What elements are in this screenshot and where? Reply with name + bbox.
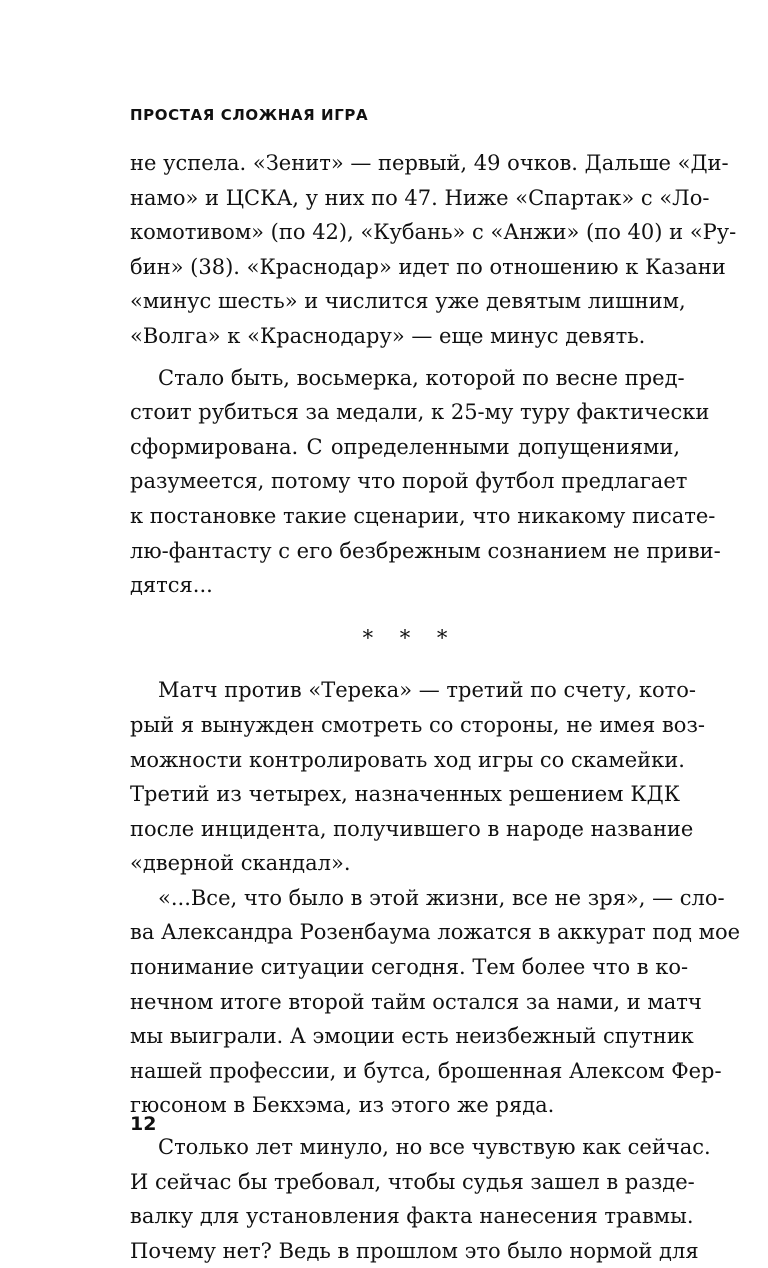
text-line: Стало быть, восьмерка, которой по весне пред- [158,365,685,390]
text-line: И сейчас бы требовал, чтобы судья зашел в разде- [130,1169,695,1194]
running-head: ПРОСТАЯ СЛОЖНАЯ ИГРА [130,106,369,124]
text-line: стоит рубиться за медали, к 25-му туру фактически [130,400,710,425]
paragraph [130,146,737,354]
text-line: намо» и ЦСКА, у них по 47. Ниже «Спартак» с «Ло- [130,185,710,210]
paragraph [130,673,705,881]
text-line: понимание ситуации сегодня. Тем более что в ко- [130,955,689,980]
body-text [130,146,741,1268]
text-line: дятся... [130,573,213,598]
text-line: к постановке такие сценарии, что никакому писате- [130,503,716,528]
text-line: валку для установления факта нанесения травмы. [130,1204,694,1229]
text-line: рый я вынужден смотреть со стороны, не имея воз- [130,712,705,737]
text-line: «минус шесть» и числится уже девятым лишним, [130,289,686,314]
text-line: гюсоном в Бекхэма, из этого же ряда. [130,1093,555,1118]
text-line: лю-фантасту с его безбрежным сознанием не приви- [130,538,721,563]
text-line: разумеется, потому что порой футбол предлагает [130,469,688,494]
text-line: сформирована. С определенными допущениями, [130,434,680,459]
text-line: «дверной скандал». [130,851,351,876]
text-line: нашей профессии, и бутса, брошенная Алексом Фер- [130,1058,722,1083]
text-line: Третий из четырех, назначенных решением КДК [130,782,680,807]
text-line: комотивом» (по 42), «Кубань» с «Анжи» (по 40) и «Ру- [130,220,737,245]
page-number: 12 [130,1113,157,1135]
text-line: после инцидента, получившего в народе название [130,816,694,841]
paragraph [130,1130,711,1268]
text-line: «Волга» к «Краснодару» — еще минус девять. [130,323,646,348]
text-line: нечном итоге второй тайм остался за нами, и матч [130,989,702,1014]
text-line: бин» (38). «Краснодар» идет по отношению к Казани [130,254,726,279]
text-line: Почему нет? Ведь в прошлом это было нормой для [130,1238,699,1263]
paragraph [130,881,741,1123]
text-line: «...Все, что было в этой жизни, все не зря», — сло- [158,885,725,910]
text-line: можности контролировать ход игры со скамейки. [130,747,685,772]
text-line: Столько лет минуло, но все чувствую как сейчас. [158,1135,711,1160]
text-line: мы выиграли. А эмоции есть неизбежный спутник [130,1024,694,1049]
text-line: ва Александра Розенбаума ложатся в аккурат под мое [130,920,741,945]
text-line: Матч против «Терека» — третий по счету, кото- [158,678,697,703]
section-separator: * * * [362,625,458,650]
text-line: не успела. «Зенит» — первый, 49 очков. Дальше «Ди- [130,151,729,175]
paragraph [130,361,721,603]
